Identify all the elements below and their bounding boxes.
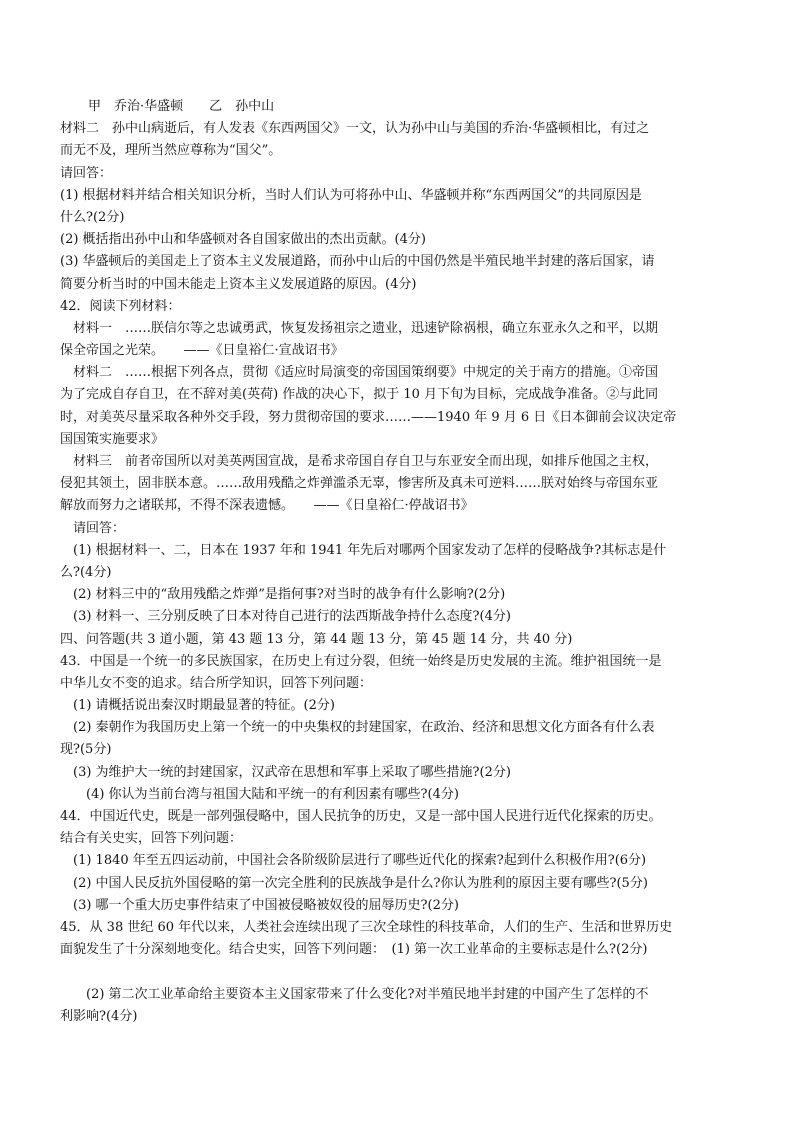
text-line: (2) 概括指出孙中山和华盛顿对各自国家做出的杰出贡献。(4分) <box>60 232 426 248</box>
text-line: (1) 根据材料一、二，日本在 1937 年和 1941 年先后对哪两个国家发动了怎样的侵略战争?其标志是什 <box>60 542 667 558</box>
text-line: (2) 材料三中的“敌用残酷之炸弹”是指何事?对当时的战争有什么影响?(2分) <box>60 587 506 603</box>
text-line: (3) 材料一、三分别反映了日本对待自己进行的法西斯战争持什么态度?(4分) <box>60 609 511 625</box>
text-line: 面貌发生了十分深刻地变化。结合史实，回答下列问题： (1) 第一次工业革命的主要标志是什么?(2分) <box>60 942 648 958</box>
text-line: 材料二 孙中山病逝后，有人发表《东西两国父》一文，认为孙中山与美国的乔治·华盛顿相比，有过之 <box>60 121 650 137</box>
text-line: 国国策实施要求》 <box>60 431 165 447</box>
text-line: 四、问答题(共 3 道小题，第 43 题 13 分，第 44 题 13 分，第 45 题 14 分，共 40 分) <box>60 631 573 647</box>
text-line: (2) 第二次工业革命给主要资本主义国家带来了什么变化?对半殖民地半封建的中国产生了怎样的不 <box>60 986 649 1002</box>
text-line: 保全帝国之光荣。 ——《日皇裕仁·宣战诏书》 <box>60 343 344 359</box>
question-text <box>60 118 728 1028</box>
text-line: 利影响?(4分) <box>60 1008 138 1024</box>
text-line: 材料一 ……朕信尔等之忠诚勇武，恢复发扬祖宗之遗业，迅速铲除祸根，确立东亚永久之和平，以期 <box>60 320 659 336</box>
text-line: 请回答： <box>60 520 126 536</box>
text-line: 结合有关史实，回答下列问题： <box>60 831 243 847</box>
text-line: 侵犯其领土，固非朕本意。……敌用残酷之炸弹滥杀无辜，惨害所及真未可逆料……朕对始终与帝国东亚 <box>60 476 659 492</box>
text-line: (4) 你认为当前台湾与祖国大陆和平统一的有利因素有哪些?(4分) <box>60 786 459 802</box>
text-line: 而无不及，理所当然应尊称为“国父”。 <box>60 143 282 159</box>
text-line: 材料三 前者帝国所以对美英两国宣战，是希求帝国自存自卫与东亚安全而出现，如排斥他国之主权， <box>60 454 659 469</box>
text-line: (2) 中国人民反抗外国侵略的第一次完全胜利的民族战争是什么?你认为胜利的原因主要有哪些?(5分) <box>60 875 648 891</box>
text-line: 什么?(2分) <box>60 209 125 225</box>
text-line: (2) 秦朝作为我国历史上第一个统一的中央集权的封建国家，在政治、经济和思想文化方面各有什么表 <box>60 720 655 736</box>
text-line: 请回答： <box>60 165 113 181</box>
text-line: 现?(5分) <box>60 742 112 758</box>
text-line: 45．从 38 世纪 60 年代以来，人类社会连续出现了三次全球性的科技革命，人们的生产、生活和世界历史 <box>60 919 673 935</box>
text-line: 简要分析当时的中国未能走上资本主义发展道路的原因。(4分) <box>60 276 417 292</box>
text-line <box>60 961 728 983</box>
text-line: 时，对美英尽量采取各种外交手段，努力贯彻帝国的要求……——1940 年 9 月 6 日《日本御前会议决定帝 <box>60 409 677 425</box>
text-line: 为了完成自存自卫，在不辞对美(英荷) 作战的决心下，拟于 10 月下旬为目标，完成战争准备。②与此同 <box>60 387 659 403</box>
text-line: 解放而努力之诸联邦，不得不深表遗憾。 ——《日皇裕仁·停战诏书》 <box>60 498 474 514</box>
text-line: 42．阅读下列材料： <box>60 298 181 314</box>
text-line: 么?(4分) <box>60 564 112 580</box>
text-line: (1) 请概括说出秦汉时期最显著的特征。(2分) <box>60 698 335 714</box>
text-line: (3) 哪一个重大历史事件结束了中国被侵略被奴役的屈辱历史?(2分) <box>60 897 459 913</box>
text-line: (3) 华盛顿后的美国走上了资本主义发展道路，而孙中山后的中国仍然是半殖民地半封建的落后国家，请 <box>60 254 655 270</box>
text-line: 中华儿女不变的追求。结合所学知识，回答下列问题： <box>60 675 373 691</box>
text-line: (1) 根据材料并结合相关知识分析，当时人们认为可将孙中山、华盛顿并称“东西两国父”的共同原因是 <box>60 187 642 203</box>
text-line: 43．中国是一个统一的多民族国家，在历史上有过分裂，但统一始终是历史发展的主流。维护祖国统一是 <box>60 653 662 669</box>
text-line: (3) 为维护大一统的封建国家，汉武帝在思想和军事上采取了哪些措施?(2分) <box>60 764 511 780</box>
text-line: 44．中国近代史，既是一部列强侵略中，国人民抗争的历史，又是一部中国人民进行近代化探索的历史。 <box>60 809 662 824</box>
text-line: (1) 1840 年至五四运动前，中国社会各阶级阶层进行了哪些近代化的探索?起到什么积极作用?(6分) <box>60 853 647 869</box>
text-line: 材料二 ……根据下列各点，贯彻《适应时局演变的帝国国策纲要》中规定的关于南方的措施。①帝国 <box>60 365 659 381</box>
image-captions: 甲 乔治·华盛顿 乙 孙中山 <box>88 99 275 114</box>
exam-page <box>60 96 728 1028</box>
